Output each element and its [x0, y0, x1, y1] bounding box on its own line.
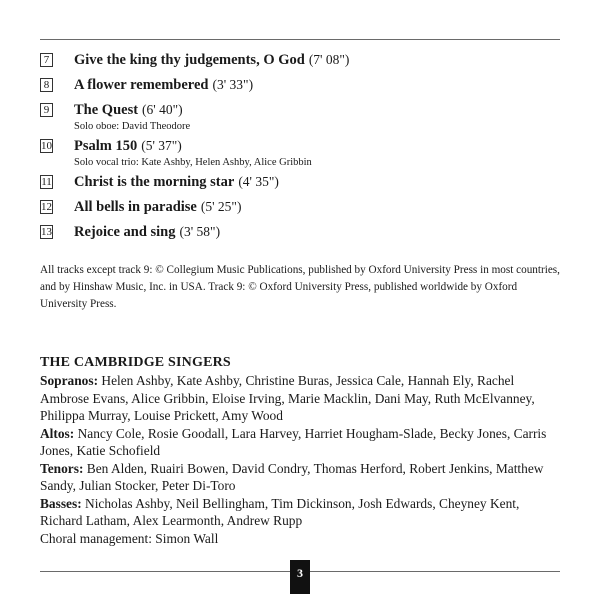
singers-roster [40, 354, 562, 547]
track-duration: (6' 40") [142, 102, 183, 117]
track-number: 8 [40, 78, 53, 92]
voice-section-tenors [40, 460, 562, 495]
track-title: Christ is the morning star [74, 174, 235, 190]
choral-management: Choral management: Simon Wall [40, 530, 219, 546]
voice-label: Sopranos: [40, 373, 99, 388]
track-duration: (7' 08") [308, 52, 350, 67]
track-item [40, 172, 560, 192]
voice-names: Nancy Cole, Rosie Goodall, Lara Harvey, Harriet Hougham-Slade, Becky Jones, Carris Jones, Katie Schofield [40, 425, 547, 458]
voice-label: Basses: [40, 495, 82, 511]
track-item [40, 100, 560, 134]
voice-names: Helen Ashby, Kate Ashby, Christine Buras, Jessica Cale, Hannah Ely, Rachel Ambrose Evans, Alice Gribbin, Eloise Irving, Marie Macklin, Dani May, Ruth McElvanney, Philippa Murray, Louise Prickett, Amy Wood [40, 373, 535, 423]
voice-section-sopranos [40, 372, 562, 425]
track-item [40, 136, 560, 170]
track-number: 9 [40, 103, 53, 117]
track-title: All bells in paradise [74, 199, 197, 215]
track-list [40, 50, 560, 247]
track-title: The Quest [74, 102, 139, 118]
voice-section-basses [40, 495, 562, 530]
track-title: Rejoice and sing [74, 224, 176, 240]
voice-section-altos [40, 425, 562, 460]
track-item [40, 197, 560, 217]
track-number: 7 [40, 53, 53, 67]
page-number: 3 [290, 560, 310, 594]
track-number: 12 [41, 201, 52, 213]
track-number: 11 [41, 176, 52, 188]
track-note: Solo vocal trio: Kate Ashby, Helen Ashby, Alice Gribbin [74, 157, 312, 168]
track-note: Solo oboe: David Theodore [74, 121, 191, 132]
track-duration: (5' 37") [141, 138, 182, 153]
voice-label: Altos: [40, 425, 75, 441]
track-duration: (3' 58") [179, 224, 221, 239]
publishing-credits: All tracks except track 9: © Collegium Music Publications, published by Oxford University Press in most countries, and by Hinshaw Music, Inc. in USA. Track 9: © Oxford University Press, published worldwide by Oxford University Press. [40, 264, 560, 310]
top-rule [40, 39, 560, 40]
track-duration: (4' 35") [238, 174, 279, 189]
track-number: 13 [41, 226, 52, 238]
track-item [40, 75, 560, 95]
track-title: A flower remembered [74, 77, 209, 93]
track-item [40, 50, 560, 70]
track-title: Psalm 150 [74, 138, 138, 154]
voice-label: Tenors: [40, 460, 84, 476]
track-duration: (3' 33") [212, 77, 254, 92]
ensemble-heading: THE CAMBRIDGE SINGERS [40, 355, 231, 370]
voice-names: Nicholas Ashby, Neil Bellingham, Tim Dickinson, Josh Edwards, Cheyney Kent, Richard Latham, Alex Learmonth, Andrew Rupp [40, 495, 520, 528]
track-title: Give the king thy judgements, O God [74, 52, 305, 68]
track-duration: (5' 25") [200, 199, 242, 214]
track-number: 10 [41, 140, 52, 152]
voice-names: Ben Alden, Ruairi Bowen, David Condry, Thomas Herford, Robert Jenkins, Matthew Sandy, Julian Stocker, Peter Di-Toro [40, 460, 544, 493]
track-item [40, 222, 560, 242]
